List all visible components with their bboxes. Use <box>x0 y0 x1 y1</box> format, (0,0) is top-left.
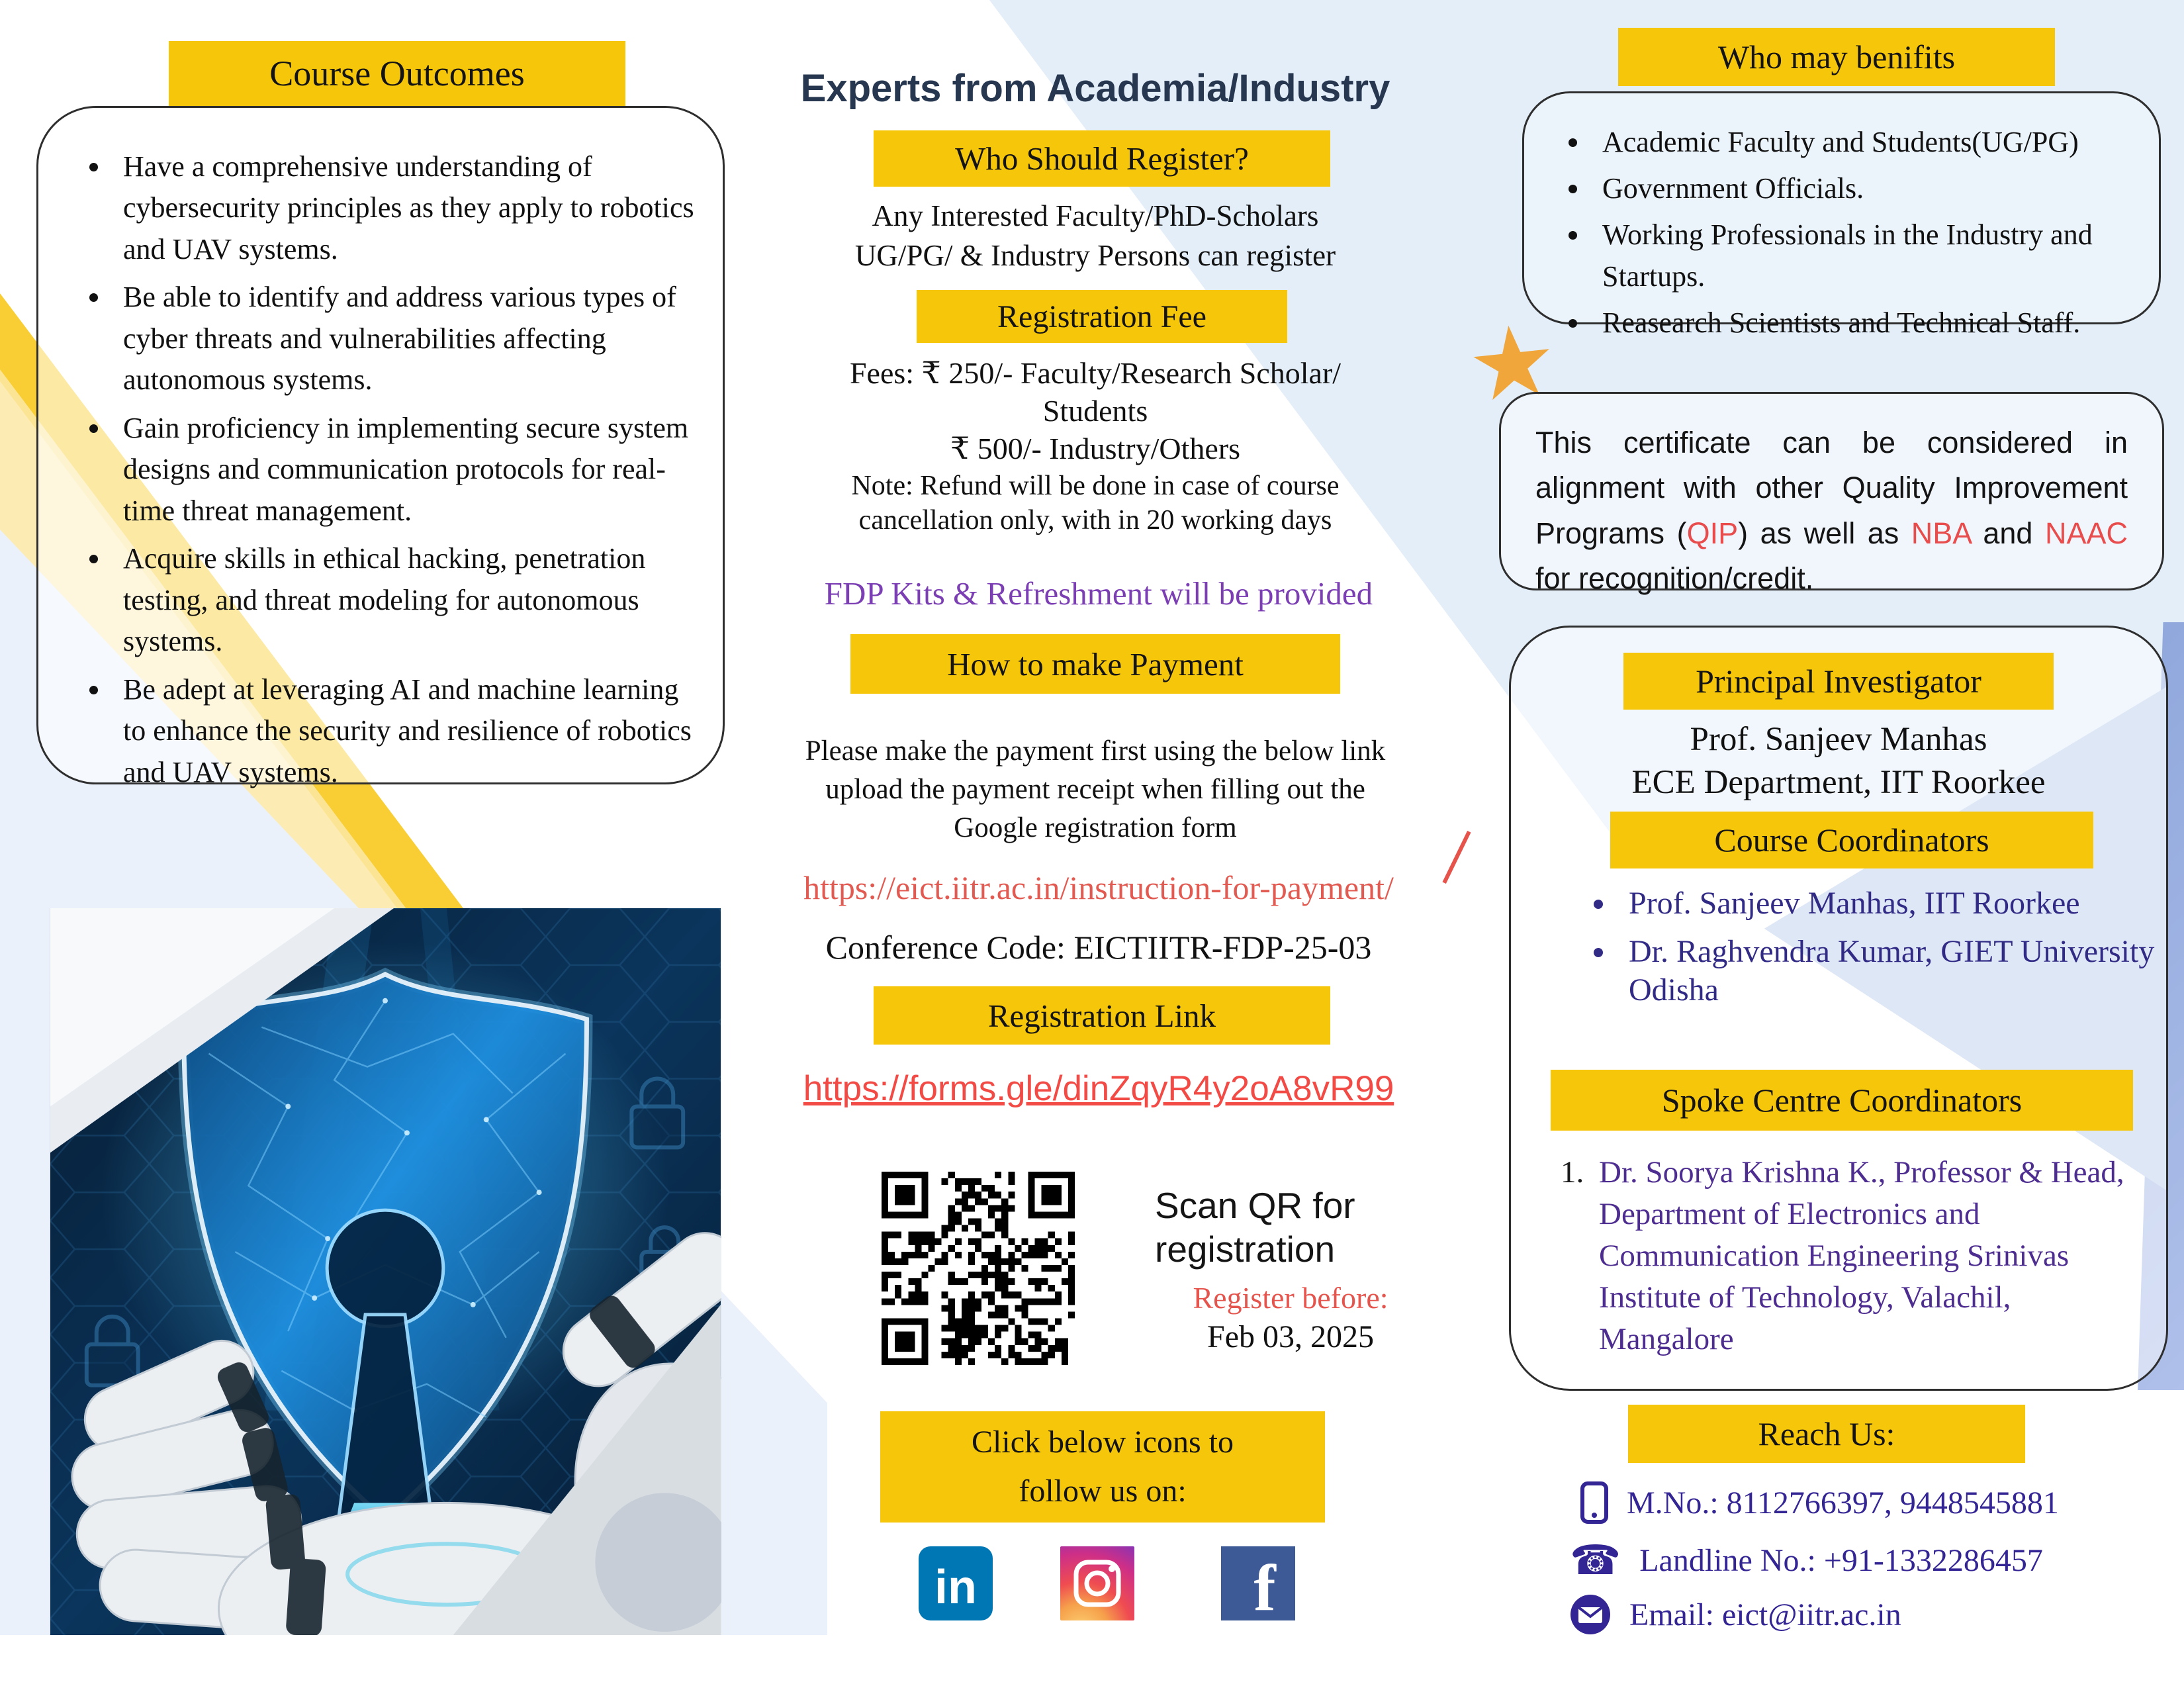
follow-us-line2: follow us on: <box>1019 1474 1187 1509</box>
list-item: • Dr. Raghvendra Kumar, GIET University Odisha <box>1617 933 2160 1010</box>
register-before-label <box>1148 1280 1433 1315</box>
how-to-pay-header <box>850 634 1340 694</box>
contact-landline-row <box>1570 1536 2165 1584</box>
follow-us-line1: Click below icons to <box>972 1424 1234 1460</box>
list-item: • Be able to identify and address various types of cyber threats and vulnerabilities affecting autonomous systems. <box>111 277 696 400</box>
list-item: • Gain proficiency in implementing secure system designs and communication protocols for real-time threat management. <box>111 408 696 532</box>
fee-line-1 <box>741 355 1449 391</box>
who-should-register-header <box>874 130 1330 187</box>
list-item: • Government Officials. <box>1590 167 2139 210</box>
payment-link[interactable] <box>731 868 1466 907</box>
payment-instruction-2 <box>738 773 1453 806</box>
highlighted-text: QIP <box>1686 516 1739 550</box>
fee-line-3-text: ₹ 500/- Industry/Others <box>950 432 1241 465</box>
fee-note-2-text: cancellation only, with in 20 working days <box>858 505 1332 536</box>
benefits-list <box>1544 121 2139 344</box>
course-outcomes-list <box>65 146 696 793</box>
follow-us-header <box>880 1411 1325 1523</box>
page-title <box>731 66 1459 111</box>
registration-fee-label: Registration Fee <box>997 299 1206 334</box>
registration-link-header <box>874 986 1330 1045</box>
reach-us-header <box>1628 1405 2025 1463</box>
qr-caption <box>1155 1184 1459 1271</box>
email-icon <box>1570 1594 1611 1635</box>
plain-text: ) as well as <box>1738 516 1911 550</box>
star-icon: ★ <box>1462 301 1563 426</box>
course-outcomes-header <box>169 41 625 106</box>
certificate-note-text <box>1535 426 2128 595</box>
qr-code-image <box>882 1172 1075 1365</box>
payment-instruction-3 <box>738 812 1453 844</box>
fdp-kits-note <box>735 575 1463 612</box>
linkedin-button[interactable] <box>919 1546 993 1620</box>
register-before-date <box>1148 1319 1433 1355</box>
register-before-label-text: Register before: <box>1193 1281 1388 1315</box>
landline-phone-icon: ☎ <box>1570 1536 1621 1584</box>
fee-note-1 <box>741 470 1449 502</box>
principal-investigator-label: Principal Investigator <box>1696 663 1981 700</box>
payment-instruction-3-text: Google registration form <box>954 812 1237 843</box>
linkedin-icon[interactable] <box>919 1546 993 1620</box>
who-register-line2 <box>748 238 1443 273</box>
list-item: • Academic Faculty and Students(UG/PG) <box>1590 121 2139 164</box>
fdp-kits-note-text: FDP Kits & Refreshment will be provided <box>824 575 1373 612</box>
list-item: • Reasearch Scientists and Technical Staff. <box>1590 302 2139 344</box>
fee-line-3 <box>741 430 1449 466</box>
benefits-card <box>1522 91 2161 340</box>
contact-mobile-row <box>1580 1481 2163 1524</box>
highlighted-text: NAAC <box>2044 516 2128 550</box>
fee-note-1-text: Note: Refund will be done in case of course <box>851 471 1340 501</box>
investigator-card <box>1509 626 2168 1391</box>
payment-link-anchor[interactable]: https://eict.iitr.ac.in/instruction-for-payment/ <box>803 869 1394 906</box>
list-number: 1. <box>1561 1155 1584 1190</box>
fee-line-2 <box>741 393 1449 428</box>
course-coordinators-header <box>1610 812 2093 868</box>
contact-email-row <box>1570 1594 2165 1635</box>
course-coordinators-list <box>1570 884 2160 1019</box>
course-outcomes-header-label: Course Outcomes <box>269 54 525 93</box>
who-register-line1 <box>748 199 1443 233</box>
pi-dept <box>1511 763 2166 802</box>
who-register-line2-text: UG/PG/ & Industry Persons can register <box>854 239 1336 272</box>
payment-instruction-1 <box>738 735 1453 767</box>
numbered-list-item <box>1561 1152 2143 1360</box>
who-register-line1-text: Any Interested Faculty/PhD-Scholars <box>872 199 1319 232</box>
cyber-shield-illustration <box>50 908 721 1635</box>
reach-us-label: Reach Us: <box>1758 1415 1895 1452</box>
registration-fee-header <box>917 290 1287 343</box>
plain-text: and <box>1970 516 2045 550</box>
registration-form-link[interactable] <box>731 1068 1466 1109</box>
cybersecurity-photo <box>50 908 721 1635</box>
qr-caption-line1: Scan QR for <box>1155 1185 1355 1226</box>
conference-code-text: Conference Code: EICTIITR-FDP-25-03 <box>825 929 1372 966</box>
instagram-icon[interactable] <box>1060 1546 1134 1620</box>
fee-line-2-text: Students <box>1042 394 1148 428</box>
fee-note-2 <box>741 504 1449 536</box>
svg-text:in: in <box>934 1561 977 1614</box>
facebook-icon[interactable] <box>1221 1546 1295 1620</box>
who-should-register-label: Who Should Register? <box>955 140 1249 177</box>
plain-text: for recognition/credit. <box>1535 561 1814 596</box>
facebook-button[interactable] <box>1221 1546 1295 1620</box>
registration-form-link-anchor[interactable]: https://forms.gle/dinZqyR4y2oA8vR99 <box>803 1069 1394 1108</box>
list-item: • Working Professionals in the Industry and Startups. <box>1590 214 2139 299</box>
list-item: • Prof. Sanjeev Manhas, IIT Roorkee <box>1617 884 2160 923</box>
conference-code <box>735 928 1463 966</box>
spoke-coordinators-header <box>1551 1070 2133 1131</box>
svg-text:f: f <box>1253 1551 1276 1620</box>
course-coordinators-label: Course Coordinators <box>1714 821 1989 859</box>
who-may-benefit-label: Who may benifits <box>1717 38 1956 75</box>
payment-instruction-1-text: Please make the payment first using the below link <box>805 735 1386 767</box>
qr-caption-line2: registration <box>1155 1229 1336 1270</box>
spoke-coordinators-label: Spoke Centre Coordinators <box>1661 1082 2023 1119</box>
principal-investigator-header <box>1623 653 2054 710</box>
plain-text: This certificate can be considered in alignment with other Quality Improvement Programs ( <box>1535 426 2128 550</box>
mobile-phone-icon <box>1580 1481 1608 1524</box>
course-outcomes-card <box>36 106 725 788</box>
spoke-coordinators-list <box>1561 1152 2143 1360</box>
list-item: • Have a comprehensive understanding of cybersecurity principles as they apply to robotics and UAV systems. <box>111 146 696 270</box>
list-item: • Be adept at leveraging AI and machine learning to enhance the security and resilience of robotics and UAV systems. <box>111 669 696 793</box>
contact-mobile-text: M.No.: 8112766397, 9448545881 <box>1627 1485 2059 1521</box>
qr-code <box>875 1165 1081 1372</box>
highlighted-text: NBA <box>1911 516 1971 550</box>
contact-landline-text: Landline No.: +91-1332286457 <box>1639 1542 2043 1578</box>
payment-instruction-2-text: upload the payment receipt when filling out the <box>825 774 1365 805</box>
fee-line-1-text: Fees: ₹ 250/- Faculty/Research Scholar/ <box>849 356 1342 390</box>
list-item: • Acquire skills in ethical hacking, penetration testing, and threat modeling for autonomous systems. <box>111 538 696 662</box>
pi-name <box>1511 720 2166 759</box>
instagram-button[interactable] <box>1060 1546 1134 1620</box>
page-title-label: Experts from Academia/Industry <box>800 67 1390 110</box>
certificate-note-card <box>1499 392 2164 596</box>
how-to-pay-label: How to make Payment <box>947 645 1244 682</box>
register-before-date-text: Feb 03, 2025 <box>1207 1319 1374 1354</box>
contact-email-text: Email: eict@iitr.ac.in <box>1629 1597 1901 1632</box>
registration-link-label: Registration Link <box>987 997 1216 1034</box>
pi-name-text: Prof. Sanjeev Manhas <box>1690 721 1987 758</box>
list-text: Dr. Soorya Krishna K., Professor & Head, Department of Electronics and Communication Engineering Srinivas Institute of Technology, Valachil, Mangalore <box>1599 1155 2124 1356</box>
who-may-benefit-header <box>1618 28 2055 86</box>
pi-dept-text: ECE Department, IIT Roorkee <box>1631 764 2046 801</box>
